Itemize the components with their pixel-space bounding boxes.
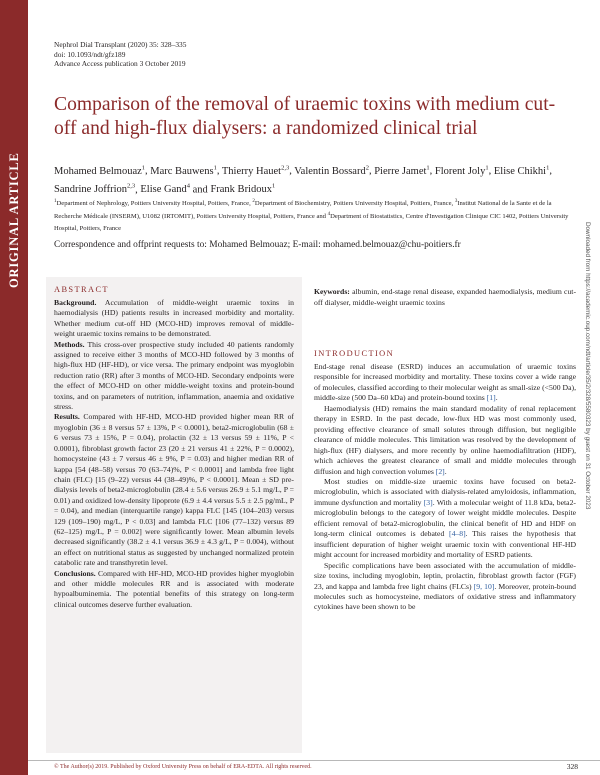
article-type-label: ORIGINAL ARTICLE (7, 152, 21, 288)
abstract-results: Results. Compared with HF-HD, MCO-HD provided higher mean RR of myoglobin (36 ± 8 versus 57 ± 13%, P < 0.0001), beta2-microglobulin (68 ± 6 versus 73 ± 15%, P = 0.04), prolactin (32 ± 13 versus 59 ± 11%, P < 0.0001), fibroblast growth factor 23 (20 ± 21 versus 41 ± 22%, P = 0.0002), homocysteine (43 ± 7 versus 46 ± 9%, P = 0.03) and higher median RR of kappa [54 (48–58) versus 70 (63–74)%, P < 0.0001] and lambda free light chain (FLC) [15 (9–22) versus 44 (38–49)%, P < 0.0001]. Mean ± SD pre-dialysis levels of beta2-microglobulin (28.4 ± 5.6 versus 26.9 ± 5.1 mg/L, P = 0.01) and oxidized low-density lipoprote (6.9 ± 4.4 versus 5.5 ± 2.5 pg/mL, P = 0.04), and median (interquartile range) kappa FLC [145 (104–203) versus 129 (109–190) mg/L, P < 0.03] and lambda FLC [106 (77–132) versus 89 (62–125) mg/L, P = 0.002] were significantly lower. Mean albumin levels decreased significantly (38.2 ± 4.1 versus 36.9 ± 4.3 g/L, P = 0.004), without an effect on nutritional status as suggested by unchanged normalized protein catabolic rate and transthyretin level. (54, 412, 294, 568)
author[interactable]: Mohamed Belmouaz$^1$ (54, 164, 146, 177)
reference-link[interactable]: [9, 10] (473, 581, 495, 591)
affiliations: $^1$Department of Nephrology, Poitiers University Hospital, Poitiers, France, $^2$Department of Biochemistry, Poitiers University Hospital, Poitiers, France, $^3$Institut National de la Sante et de la Recherche Médicale (INSERM), U1082 (IRTOMIT), Poitiers University Hospital, Poitiers, France and $^4$Department of Biostatistics, Centre d'Investigation Clinique CIC 1402, Poitiers University Hospital, Poitiers, France (54, 199, 569, 232)
page-number: 328 (566, 762, 578, 771)
abstract-panel (46, 277, 302, 753)
side-color-bar (0, 0, 28, 775)
reference-link[interactable]: [4–8] (449, 529, 466, 539)
author[interactable]: Frank Bridoux$^1$ (210, 182, 276, 195)
author[interactable]: Thierry Hauet$^{2,3}$ (221, 164, 290, 177)
footer-divider (28, 760, 600, 761)
introduction-body (314, 362, 576, 613)
author[interactable]: Florent Joly$^1$ (434, 164, 489, 177)
intro-paragraph: Most studies on middle-size uraemic toxins have focused on beta2-microglobulin, which is associated with dialysis-related amyloidosis, inflammation, immune dysfunction and mortality [3]. With a molecular weight of 11.8 kDa, beta2-microglobulin belongs to the category of lower weight middle molecules. Despite efficient removal of beta2-microglobulin, the clinical benefit of HD and HDF on long-term clinical outcomes is debated [4–8]. This raises the hypothesis that insufficient depuration of higher weight uraemic toxin with conventional HF-HD might account for increased morbidity and mortality of ESRD patients. (314, 476, 577, 560)
intro-paragraph: Specific complications have been associated with the accumulation of middle-size toxins, including myoglobin, leptin, prolactin, fibroblast growth factor (FGF) 23, and kappa and lambda free light chains (FLCs) [9, 10]. Moreover, protein-bound molecules such as homocysteine, mediators of oxidative stress and inflammatory cytokines have been shown to be (314, 560, 576, 612)
abstract-methods: Methods. This cross-over prospective study included 40 patients randomly assigned to receive either 3 months of MCO-HD followed by 3 months of high-flux HD (HF-HD), or vice versa. The primary endpoint was myoglobin reduction ratio (RR) after 3 months of MCO-HD. Secondary endpoints were the effect of MCO-HD on other middle-weight toxins and protein-bound toxins, and on parameters of nutrition, inflammation, anaemia and oxidative stress. (54, 339, 294, 412)
journal-meta (54, 40, 354, 69)
copyright-notice: © The Author(s) 2019. Published by Oxford University Press on behalf of ERA-EDTA. All rights reserved. (54, 764, 312, 770)
author[interactable]: Sandrine Joffrion$^{2,3}$ (54, 182, 136, 195)
article-title: Comparison of the removal of uraemic toxins with medium cut-off and high-flux dialysers: a randomized clinical trial (54, 94, 556, 139)
author-list: Mohamed Belmouaz$^1$, Marc Bauwens$^1$, Thierry Hauet$^{2,3}$, Valentin Bossard$^2$, Pierre Jamet$^1$, Florent Joly$^1$, Elise Chikhi$^1$, Sandrine Joffrion$^{2,3}$, Elise Gand$^4$ and Frank Bridoux$^1$ (54, 164, 552, 195)
journal-citation: Nephrol Dial Transplant (2020) 35: 328–335 (54, 40, 187, 49)
intro-paragraph: End-stage renal disease (ESRD) induces an accumulation of uraemic toxins responsible for increased morbidity and mortality. These toxins cover a wide range of molecules, classified according to their molecular weight as small-size (<500 Da), middle-size (500 Da–60 kDa) and protein-bound toxins [1]. (314, 362, 576, 403)
doi-link[interactable]: doi: 10.1093/ndt/gfz189 (54, 49, 126, 59)
correspondence: Correspondence and offprint requests to: Mohamed Belmouaz; E-mail: mohamed.belmouaz@chu-poitiers.fr (54, 240, 461, 250)
reference-link[interactable]: [2] (435, 466, 445, 476)
abstract-heading: ABSTRACT (54, 285, 109, 294)
reference-link[interactable]: [1] (486, 393, 496, 403)
author[interactable]: Marc Bauwens$^1$ (150, 164, 217, 177)
abstract-conclusions: Conclusions. Compared with HF-HD, MCO-HD provides higher myoglobin and other middle molecules RR and is associated with moderate hypoalbuminemia. The potential benefits of this strategy on long-term clinical outcomes deserve further evaluation. (54, 568, 294, 609)
reference-link[interactable]: [3] (423, 497, 433, 507)
keywords: Keywords: albumin, end-stage renal disease, expanded haemodialysis, medium cut-off dialyser, middle-weight uraemic toxins (314, 287, 576, 307)
author[interactable]: Pierre Jamet$^1$ (374, 164, 430, 177)
abstract-background: Background. Accumulation of middle-weight uraemic toxins in haemodialysis (HD) patients results in increased morbidity and mortality. Whether medium cut-off HD (MCO-HD) improves removal of middle-weight uraemic toxins remains to be demonstrated. (54, 298, 294, 339)
author[interactable]: Elise Gand$^4$ (140, 182, 191, 195)
download-note: Downloaded from https://academic.oup.com/ndt/article/35/2/328/5580323 by guest on 31 October 2023 (584, 222, 591, 510)
introduction-heading: INTRODUCTION (314, 349, 395, 358)
advance-access: Advance Access publication 3 October 2019 (54, 59, 186, 69)
intro-paragraph: Haemodialysis (HD) remains the main standard modality of renal replacement therapy in ESRD. In the past decade, low-flux HD was most commonly used, providing effective clearance of small solutes through diffusion, but negligible clearance of middle molecules. This limitation was resolved by the development of high-flux (HF) dialysers, and more recently by online haemodiafiltration (HDF), which achieves the greatest clearance of small and middle molecules through diffusion and high convection volumes [2]. (314, 403, 576, 476)
author[interactable]: Valentin Bossard$^2$ (294, 164, 369, 177)
author[interactable]: Elise Chikhi$^1$ (493, 164, 550, 177)
